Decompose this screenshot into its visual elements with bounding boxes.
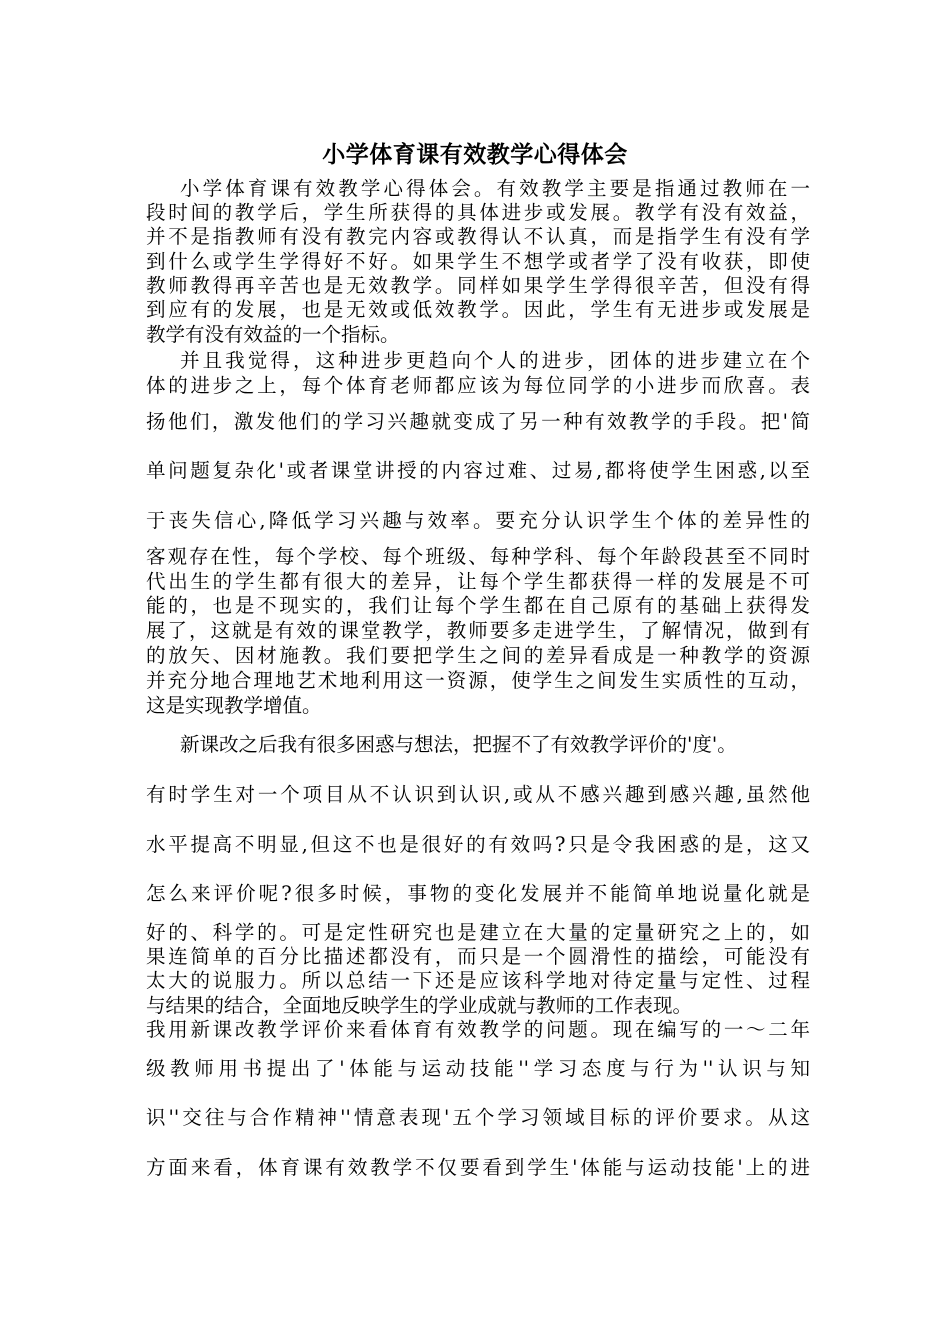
paragraph-line: 教师教得再辛苦也是无效教学。同样如果学生学得很辛苦，但没有得	[146, 274, 810, 297]
document-title: 小学体育课有效教学心得体会	[322, 141, 628, 168]
paragraph-line: 教学有没有效益的一个指标。	[146, 323, 400, 346]
paragraph-line: 这是实现教学增值。	[146, 694, 322, 717]
paragraph-line: 小学体育课有效教学心得体会。有效教学主要是指通过教师在一	[180, 177, 810, 200]
paragraph-line: 体的进步之上，每个体育老师都应该为每位同学的小进步而欣喜。表	[146, 374, 810, 397]
paragraph-line: 代出生的学生都有很大的差异，让每个学生都获得一样的发展是不可	[146, 570, 810, 593]
paragraph-line: 能的，也是不现实的，我们让每个学生都在自己原有的基础上获得发	[146, 594, 810, 617]
paragraph-line: 好的、科学的。可是定性研究也是建立在大量的定量研究之上的，如	[146, 921, 810, 944]
paragraph-line: 客观存在性，每个学校、每个班级、每种学科、每个年龄段甚至不同时	[146, 545, 810, 568]
paragraph-line: 于丧失信心,降低学习兴趣与效率。要充分认识学生个体的差异性的	[146, 509, 810, 532]
paragraph-line: 的放矢、因材施教。我们要把学生之间的差异看成是一种教学的资源	[146, 644, 810, 667]
paragraph-line: 级教师用书提出了'体能与运动技能''学习态度与行为''认识与知	[146, 1057, 810, 1080]
paragraph-line: 到应有的发展，也是无效或低效教学。因此，学生有无进步或发展是	[146, 298, 810, 321]
paragraph-line: 我用新课改教学评价来看体育有效教学的问题。现在编写的一～二年	[146, 1018, 810, 1041]
paragraph-line: 与结果的结合，全面地反映学生的学业成就与教师的工作表现。	[146, 994, 693, 1017]
paragraph-line: 方面来看，体育课有效教学不仅要看到学生'体能与运动技能'上的进	[146, 1156, 810, 1179]
paragraph-line: 并充分地合理地艺术地利用这一资源，使学生之间发生实质性的互动，	[146, 669, 810, 692]
paragraph-line: 展了，这就是有效的课堂教学，教师要多走进学生，了解情况，做到有	[146, 619, 810, 642]
paragraph-line: 段时间的教学后，学生所获得的具体进步或发展。教学有没有效益，	[146, 201, 810, 224]
paragraph-line: 并不是指教师有没有教完内容或教得认不认真，而是指学生有没有学	[146, 225, 810, 248]
paragraph-line: 单问题复杂化'或者课堂讲授的内容过难、过易,都将使学生困惑,以至	[146, 459, 810, 482]
paragraph-line: 怎么来评价呢?很多时候，事物的变化发展并不能简单地说量化就是	[146, 882, 810, 905]
paragraph-line: 太大的说服力。所以总结一下还是应该科学地对待定量与定性、过程	[146, 969, 810, 992]
paragraph-line: 水平提高不明显,但这不也是很好的有效吗?只是令我困惑的是，这又	[146, 833, 810, 856]
paragraph-line: 扬他们，激发他们的学习兴趣就变成了另一种有效教学的手段。把'简	[146, 410, 810, 433]
paragraph-line: 新课改之后我有很多困惑与想法，把握不了有效教学评价的'度'。	[180, 733, 737, 756]
paragraph-line: 果连简单的百分比描述都没有，而只是一个圆滑性的描绘，可能没有	[146, 945, 810, 968]
paragraph-line: 到什么或学生学得好不好。如果学生不想学或者学了没有收获，即使	[146, 250, 810, 273]
paragraph-line: 识''交往与合作精神''情意表现'五个学习领域目标的评价要求。从这	[146, 1106, 810, 1129]
paragraph-line: 并且我觉得，这种进步更趋向个人的进步，团体的进步建立在个	[180, 349, 810, 372]
paragraph-line: 有时学生对一个项目从不认识到认识,或从不感兴趣到感兴趣,虽然他	[146, 783, 810, 806]
